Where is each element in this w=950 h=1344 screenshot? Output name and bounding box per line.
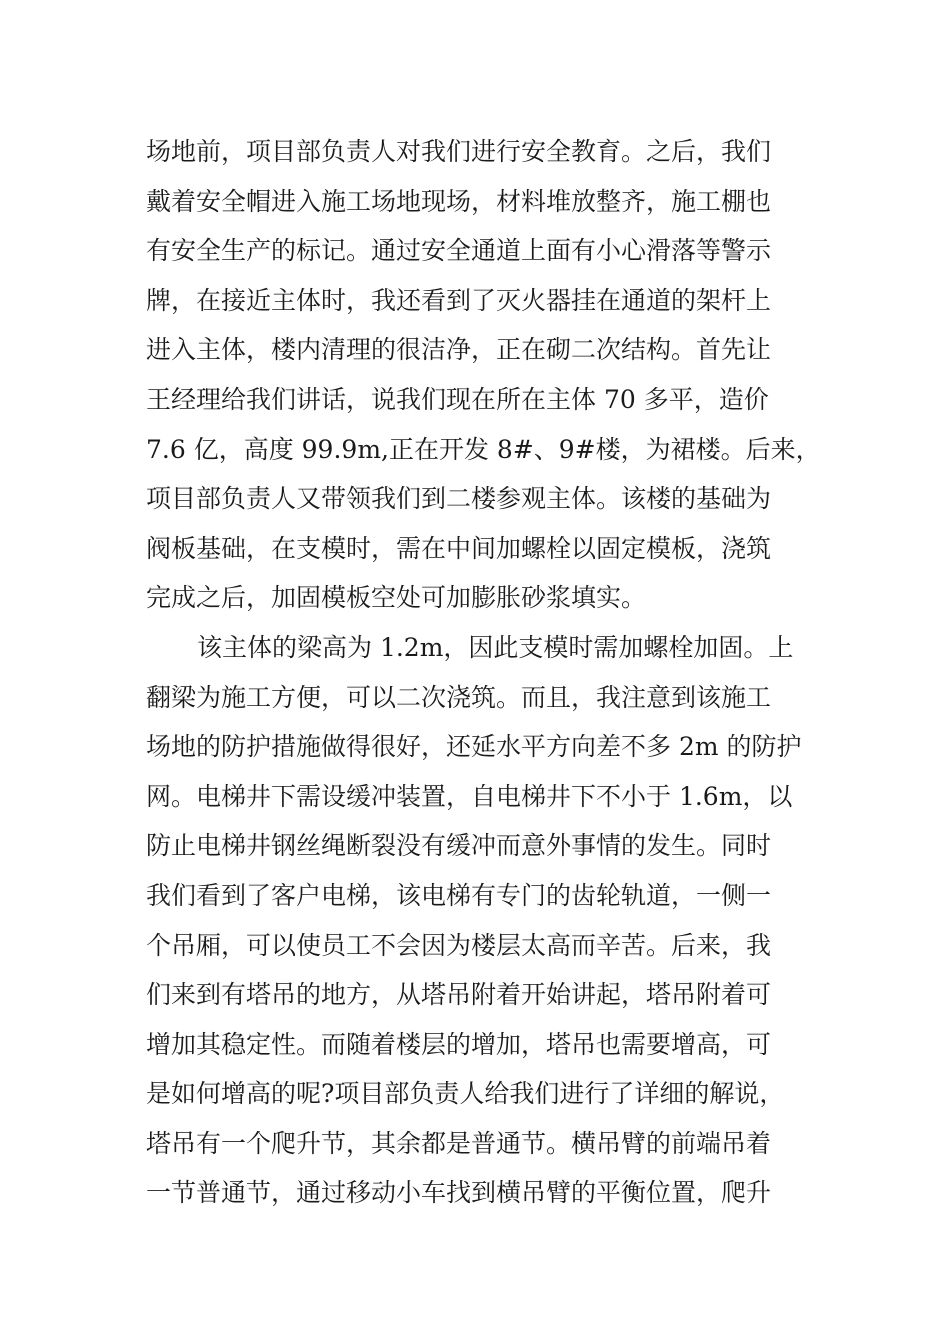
text-line-9: 阀板基础，在支模时，需在中间加螺栓以固定模板，浇筑 [146, 533, 772, 563]
text-line-22: 一节普通节，通过移动小车找到横吊臂的平衡位置，爬升 [146, 1178, 772, 1208]
text-line-7: 7.6 亿，高度 99.9m,正在开发 8#、9#楼，为裙楼。后来， [146, 434, 821, 464]
text-line-5: 进入主体，楼内清理的很洁净，正在砌二次结构。首先让 [146, 335, 772, 365]
text-line-12: 翻梁为施工方便，可以二次浇筑。而且，我注意到该施工 [146, 682, 772, 712]
text-line-19: 增加其稳定性。而随着楼层的增加，塔吊也需要增高，可 [146, 1029, 772, 1059]
text-line-4: 牌，在接近主体时，我还看到了灭火器挂在通道的架杆上 [146, 285, 772, 315]
text-line-8: 项目部负责人又带领我们到二楼参观主体。该楼的基础为 [146, 484, 772, 514]
text-line-15: 防止电梯井钢丝绳断裂没有缓冲而意外事情的发生。同时 [146, 831, 772, 861]
text-line-17: 个吊厢，可以使员工不会因为楼层太高而辛苦。后来，我 [146, 930, 772, 960]
text-line-10: 完成之后，加固模板空处可加膨胀砂浆填实。 [146, 583, 647, 613]
body-text [146, 127, 821, 1218]
text-line-20: 是如何增高的呢?项目部负责人给我们进行了详细的解说， [146, 1079, 785, 1109]
text-line-1: 场地前，项目部负责人对我们进行安全教育。之后，我们 [146, 137, 772, 166]
text-line-11: 该主体的梁高为 1.2m，因此支模时需加螺栓加固。上 [197, 632, 794, 662]
text-line-14: 网。电梯井下需设缓冲装置，自电梯井下不小于 1.6m，以 [146, 781, 793, 811]
text-line-18: 们来到有塔吊的地方，从塔吊附着开始讲起，塔吊附着可 [146, 980, 772, 1010]
text-line-6: 王经理给我们讲话，说我们现在所在主体 70 多平，造价 [146, 384, 769, 414]
text-line-3: 有安全生产的标记。通过安全通道上面有小心滑落等警示 [146, 236, 772, 266]
text-line-2: 戴着安全帽进入施工场地现场，材料堆放整齐，施工棚也 [146, 186, 772, 216]
text-line-13: 场地的防护措施做得很好，还延水平方向差不多 2m 的防护 [146, 732, 802, 762]
text-line-21: 塔吊有一个爬升节，其余都是普通节。横吊臂的前端吊着 [146, 1128, 772, 1158]
text-line-16: 我们看到了客户电梯，该电梯有专门的齿轮轨道，一侧一 [146, 880, 772, 910]
